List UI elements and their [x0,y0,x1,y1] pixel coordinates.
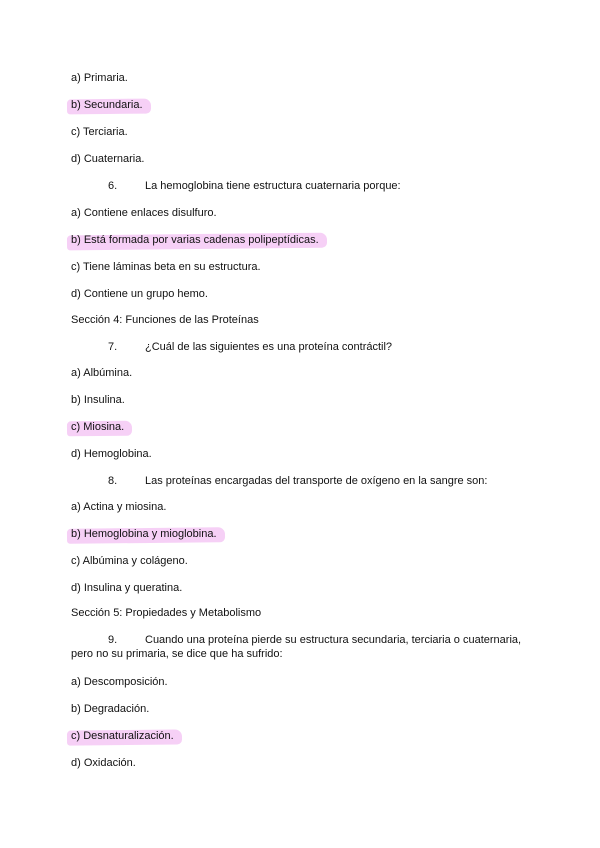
q5-option-c: c) Terciaria. [71,126,128,138]
q9-option-a: a) Descomposición. [71,676,168,688]
q9-option-c [71,729,174,743]
section-4-heading: Sección 4: Funciones de las Proteínas [71,314,259,326]
q8-option-b [71,527,217,541]
q8-option-a: a) Actina y miosina. [71,501,167,513]
q6-option-b [71,233,319,247]
q7-option-b: b) Insulina. [71,394,125,406]
question-8: 8. Las proteínas encargadas del transporte de oxígeno en la sangre son: [108,475,488,487]
q6-option-a: a) Contiene enlaces disulfuro. [71,207,217,219]
q8-option-d: d) Insulina y queratina. [71,582,183,594]
q9-option-d: d) Oxidación. [71,757,136,769]
q5-option-d: d) Cuaternaria. [71,153,145,165]
q7-option-d: d) Hemoglobina. [71,448,152,460]
highlight-mark: c) Desnaturalización. [71,730,174,742]
section-5-heading: Sección 5: Propiedades y Metabolismo [71,607,262,619]
q8-option-c: c) Albúmina y colágeno. [71,555,188,567]
question-7: 7. ¿Cuál de las siguientes es una proteína contráctil? [108,341,393,353]
question-9-continuation: pero no su primaria, se dice que ha sufrido: [71,648,283,660]
question-9: 9. Cuando una proteína pierde su estructura secundaria, terciaria o cuaternaria, [108,634,522,646]
highlight-mark: b) Hemoglobina y mioglobina. [71,528,217,540]
question-6: 6. La hemoglobina tiene estructura cuaternaria porque: [108,180,401,192]
q7-option-c [71,420,124,434]
q6-option-d: d) Contiene un grupo hemo. [71,288,208,300]
highlight-mark: c) Miosina. [71,421,125,433]
q9-option-b: b) Degradación. [71,703,150,715]
q5-option-b [71,98,143,112]
q6-option-c: c) Tiene láminas beta en su estructura. [71,261,261,273]
q5-option-a: a) Primaria. [71,72,128,84]
highlight-mark: b) Está formada por varias cadenas polipeptídicas. [71,234,319,246]
highlight-mark: b) Secundaria. [71,99,143,111]
q7-option-a: a) Albúmina. [71,367,133,379]
